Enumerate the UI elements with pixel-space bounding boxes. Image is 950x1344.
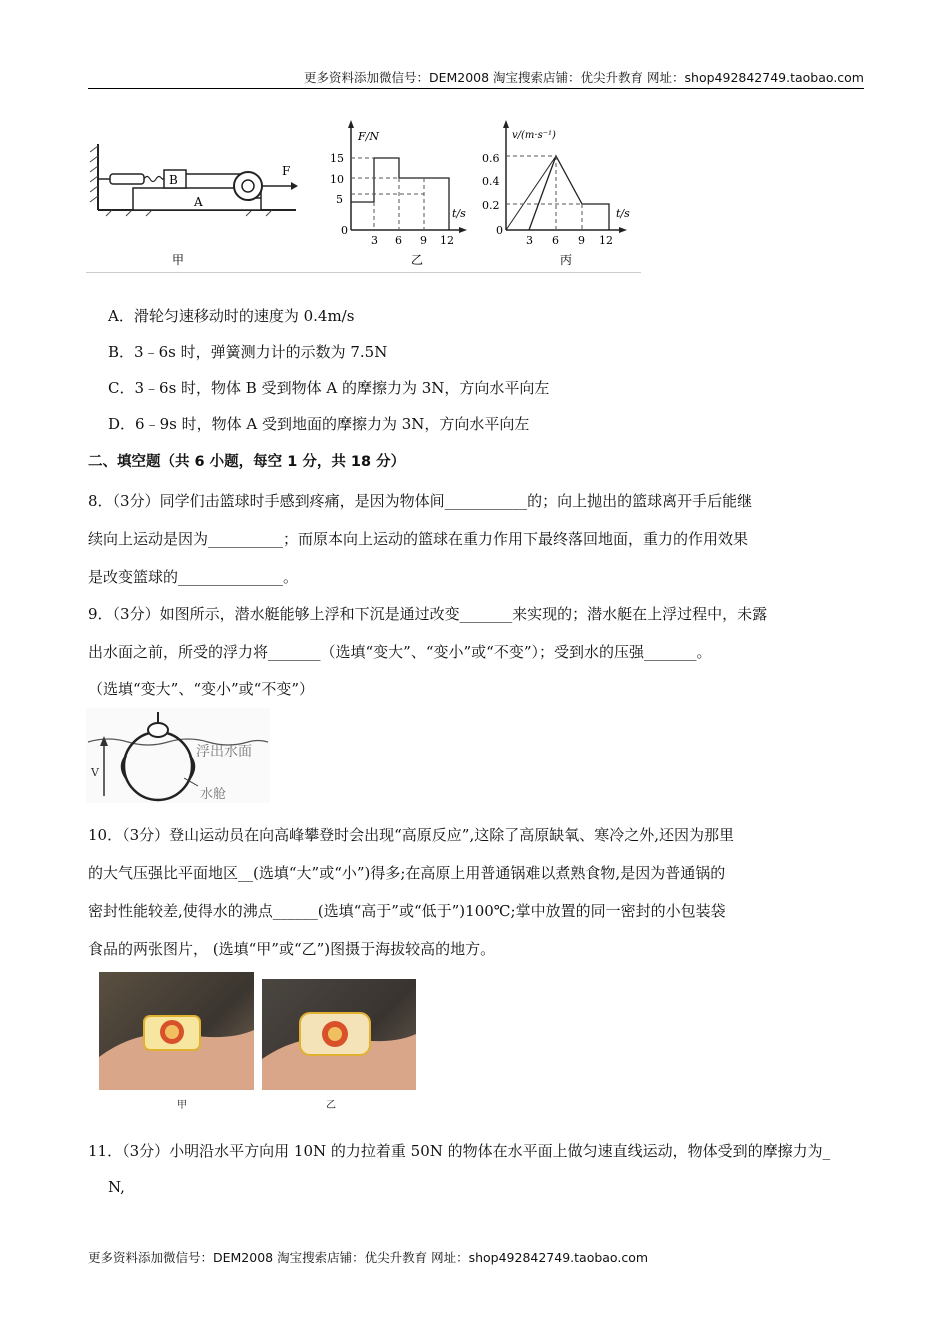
figure-top-svg — [86, 112, 641, 272]
q9-line-3: （选填“变大”、“变小”或“不变”） — [88, 680, 315, 698]
photo-yi — [262, 979, 416, 1111]
photo-jia-caption: 甲 — [177, 1100, 187, 1111]
q10-line-2: 的大气压强比平面地区__(选填“大”或“小”)得多;在高原上用普通锅难以煮熟食物,是因为普通锅的 — [88, 864, 726, 882]
q10-line-1: 10．（3分）登山运动员在向高峰攀登时会出现“高原反应”,这除了高原缺氧、寒冷之外,还因为那里 — [88, 826, 735, 844]
header-text: 更多资料添加微信号：DEM2008 淘宝搜索店铺：优尖升教育 网址：shop492842749.taobao.com — [303, 70, 864, 85]
q10-line-4: 食品的两张图片， (选填“甲”或“乙”)图摄于海拔较高的地方。 — [88, 940, 496, 958]
apparatus-caption: 甲 — [172, 253, 185, 267]
page-header — [88, 68, 864, 89]
footer-text: 更多资料添加微信号：DEM2008 淘宝搜索店铺：优尖升教育 网址：shop492842749.taobao.com — [88, 1250, 649, 1265]
force-xlabel: t/s — [452, 207, 466, 220]
option-c: C．3﹣6s 时，物体 B 受到物体 A 的摩擦力为 3N，方向水平向左 — [108, 379, 550, 397]
force-xtick-12: 12 — [440, 234, 454, 247]
velocity-xtick-3: 3 — [526, 234, 533, 247]
velocity-ytick-0: 0 — [496, 224, 503, 237]
velocity-ytick-02: 0.2 — [482, 199, 500, 212]
q8-line-1: 8．（3分）同学们击篮球时手感到疼痛，是因为物体间___________的；向上抛出的篮球离开手后能继 — [88, 492, 753, 510]
submarine-figure — [86, 708, 270, 803]
apparatus-diagram — [90, 144, 298, 267]
label-A: A — [194, 195, 203, 209]
photo-jia-svg — [99, 972, 254, 1090]
velocity-ytick-04: 0.4 — [482, 175, 500, 188]
photo-yi-svg — [262, 979, 416, 1090]
option-a: A．滑轮匀速移动时的速度为 0.4m/s — [108, 307, 355, 325]
force-ytick-10: 10 — [330, 173, 344, 186]
velocity-ylabel: v/(m·s⁻¹) — [512, 130, 556, 141]
photo-jia — [99, 972, 254, 1111]
force-caption: 乙 — [411, 253, 424, 267]
force-xtick-9: 9 — [420, 234, 427, 247]
velocity-xlabel: t/s — [616, 207, 630, 220]
figure-top — [86, 112, 641, 273]
force-time-graph — [330, 120, 467, 267]
submarine-svg — [86, 708, 270, 803]
label-tank: 水舱 — [200, 787, 227, 802]
velocity-xtick-12: 12 — [599, 234, 613, 247]
label-B: B — [169, 173, 178, 187]
force-ytick-5: 5 — [336, 193, 343, 206]
label-F: F — [282, 164, 291, 178]
force-ytick-15: 15 — [330, 152, 344, 165]
velocity-ytick-06: 0.6 — [482, 152, 500, 165]
velocity-caption: 丙 — [560, 253, 573, 267]
q11-line-2: N, — [108, 1178, 125, 1196]
q8-line-2: 续向上运动是因为__________；而原本向上运动的篮球在重力作用下最终落回地面，重力的作用效果 — [88, 530, 749, 548]
q8-line-3: 是改变篮球的______________。 — [88, 568, 299, 586]
page-footer — [88, 1248, 648, 1266]
velocity-xtick-6: 6 — [552, 234, 559, 247]
section-heading: 二、填空题（共 6 小题，每空 1 分，共 18 分） — [88, 454, 406, 470]
option-b: B．3﹣6s 时，弹簧测力计的示数为 7.5N — [108, 343, 388, 361]
label-surface: 浮出水面 — [196, 744, 252, 760]
q10-line-3: 密封性能较差,使得水的沸点______(选填“高于”或“低于”)100℃;掌中放置的同一密封的小包装袋 — [88, 902, 726, 920]
photo-yi-caption: 乙 — [326, 1100, 336, 1111]
q11-line-1: 11．（3分）小明沿水平方向用 10N 的力拉着重 50N 的物体在水平面上做匀速直线运动，物体受到的摩擦力为_ — [88, 1142, 831, 1160]
velocity-time-graph — [482, 120, 630, 267]
force-xtick-3: 3 — [371, 234, 378, 247]
q9-line-2: 出水面之前，所受的浮力将_______（选填“变大”、“变小”或“不变”）；受到水的压强_______。 — [88, 643, 712, 661]
force-ytick-0: 0 — [341, 224, 348, 237]
option-d: D．6﹣9s 时，物体 A 受到地面的摩擦力为 3N，方向水平向左 — [108, 415, 530, 433]
force-xtick-6: 6 — [395, 234, 402, 247]
q9-line-1: 9．（3分）如图所示，潜水艇能够上浮和下沉是通过改变_______来实现的；潜水艇在上浮过程中，未露 — [88, 605, 768, 623]
force-ylabel: F/N — [358, 130, 379, 143]
velocity-xtick-9: 9 — [578, 234, 585, 247]
label-v: V — [91, 766, 99, 779]
